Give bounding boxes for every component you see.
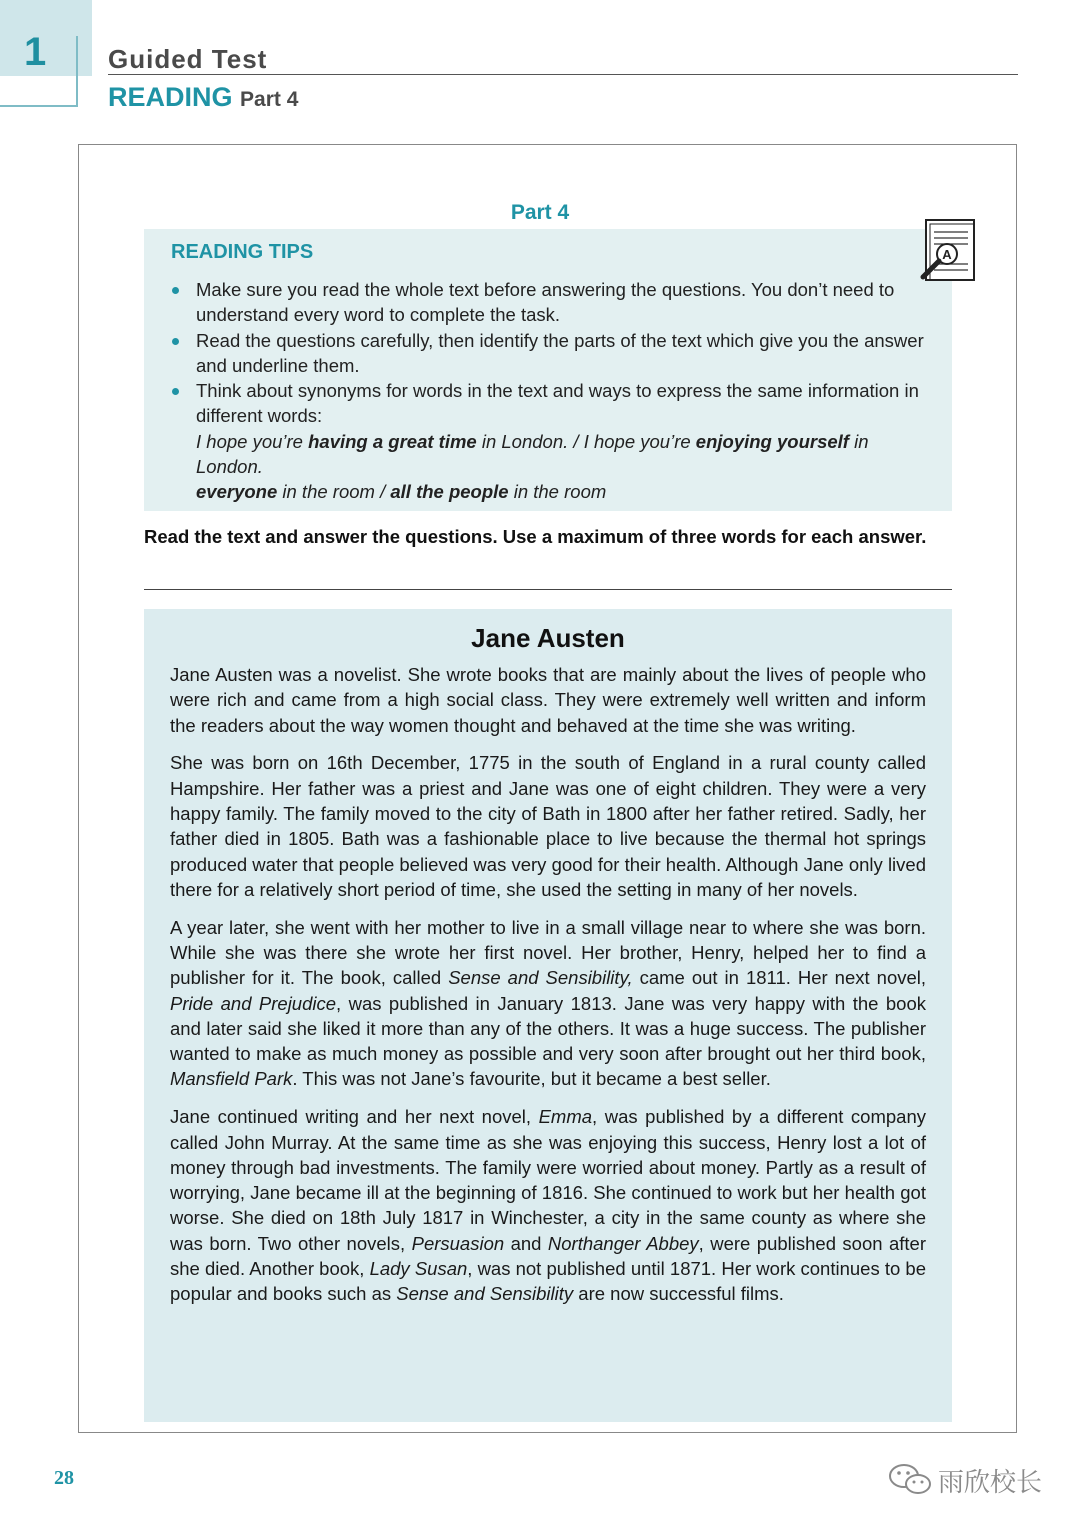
header-rule xyxy=(108,74,1018,75)
tip-item xyxy=(170,378,940,504)
watermark-text: 雨欣校长 xyxy=(938,1466,1043,1497)
section-name: READING xyxy=(108,82,233,112)
unit-tab-divider xyxy=(76,36,78,106)
watermark xyxy=(888,1460,1042,1500)
page-number: 28 xyxy=(54,1467,74,1489)
tip-item: Read the questions carefully, then identify the parts of the text which give you the answer and underline them. xyxy=(170,328,940,379)
article-paragraph: A year later, she went with her mother to live in a small village near to where she was born. While she was there she wrote her first novel. Her brother, Henry, helped her to find a publisher for it. The book, called Sense and Sensibility, came out in 1811. Her next novel, Pride and Prejudice, was published in January 1813. Jane was very happy with the book and later said she liked it more than any of the others. It was a huge success. The publisher wanted to make as much money as possible and very soon after brought out her third book, Mansfield Park. This was not Jane’s favourite, but it became a best seller. xyxy=(170,916,927,1090)
tip-text: Think about synonyms for words in the text and ways to express the same information in different words: xyxy=(196,380,919,427)
reading-tips-list xyxy=(170,277,940,505)
article-paragraph: Jane continued writing and her next novel, Emma, was published by a different company called John Murray. At the same time as she was enjoying this success, Henry lost a lot of money through bad investments. The family were worried about money. Partly as a result of worrying, Jane became ill at the beginning of 1816. She continued to work but her health got worse. She died on 18th July 1817 in Winchester, a city in the same county as where she was born. Two other novels, Persuasion and Northanger Abbey, were published soon after she died. Another book, Lady Susan, was not published until 1871. Her work continues to be popular and books such as Sense and Sensibility are now successful films. xyxy=(170,1106,926,1305)
article-paragraph: Jane Austen was a novelist. She wrote books that are mainly about the lives of people who were rich and came from a high social class. They were extremely well written and inform the readers about the way women thought and behaved at the time she was writing. xyxy=(170,664,926,736)
reading-tips-box xyxy=(144,229,952,511)
wechat-icon xyxy=(888,1462,932,1498)
tip-example: I hope you’re having a great time in London. / I hope you’re enjoying yourself in London. xyxy=(196,430,869,478)
article-paragraph: She was born on 16th December, 1775 in the south of England in a rural county called Hampshire. Her father was a priest and Jane was one of eight children. They were a very happy family. The family moved to the city of Bath in 1800 after her father retired. Sadly, her father died in 1805. Bath was a fashionable place to live because the thermal hot springs produced water that people believed was very good for their health. Although Jane only lived there for a relatively short period of time, she used the setting in many of her novels. xyxy=(170,752,926,900)
tip-example: everyone in the room / all the people in the room xyxy=(196,481,607,503)
part-heading: Part 4 xyxy=(510,201,570,224)
article-body xyxy=(170,662,926,1319)
magnifier-document-icon xyxy=(918,218,978,284)
article-box xyxy=(144,609,952,1422)
guided-test-title: Guided Test xyxy=(108,44,268,74)
section-part: Part 4 xyxy=(240,88,299,111)
unit-number: 1 xyxy=(24,30,47,74)
task-instruction: Read the text and answer the questions. Use a maximum of three words for each answer. xyxy=(144,526,927,547)
icon-letter: A xyxy=(942,247,952,262)
reading-tips-title: READING TIPS xyxy=(171,241,314,263)
instruction-rule xyxy=(144,589,952,590)
article-title: Jane Austen xyxy=(471,623,625,653)
tip-item: Make sure you read the whole text before answering the questions. You don’t need to understand every word to complete the task. xyxy=(170,277,940,328)
unit-tab-divider xyxy=(0,105,78,107)
section-title xyxy=(108,82,298,113)
